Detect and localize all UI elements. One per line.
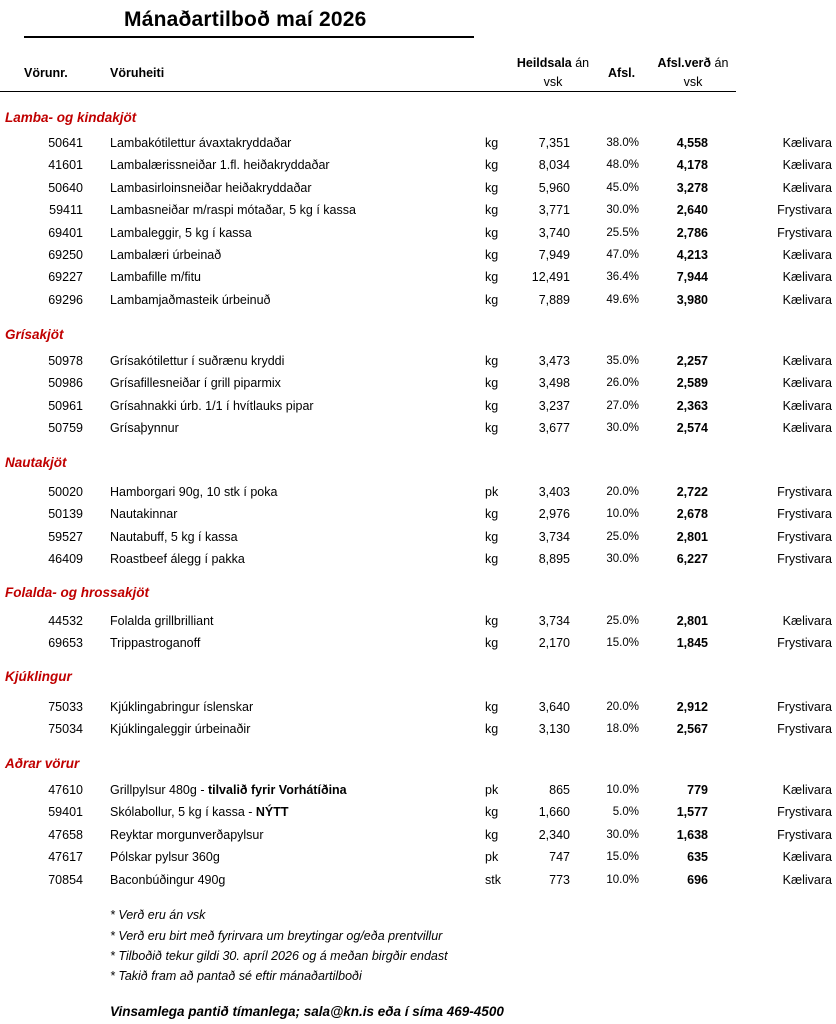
product-number: 47658: [48, 827, 83, 842]
product-name: [110, 266, 201, 288]
contact-line: Vinsamlega pantið tímanlega; sala@kn.is eða í síma 469-4500: [110, 1004, 504, 1019]
table-row: [0, 350, 836, 372]
product-name-text: Folalda grillbrilliant: [110, 614, 214, 628]
product-name: [110, 503, 177, 525]
category-heading: Lamba- og kindakjöt: [5, 110, 137, 125]
discount: 26.0%: [606, 377, 639, 390]
product-number: 47617: [48, 850, 83, 865]
storage-type: Kælivara: [782, 248, 832, 262]
product-name-text: Lambasneiðar m/raspi mótaðar, 5 kg í kassa: [110, 203, 356, 218]
product-name-text: Grísafillesneiðar í grill piparmix: [110, 376, 281, 391]
wholesale-price: 3,771: [538, 203, 570, 218]
table-row: [0, 222, 836, 244]
product-number: 59401: [48, 805, 83, 820]
product-name: [110, 244, 221, 266]
table-row: [0, 779, 836, 801]
product-number: 50139: [48, 507, 83, 522]
category-heading: Folalda- og hrossakjöt: [5, 585, 150, 600]
product-name: [110, 779, 347, 801]
product-name-text: Skólabollur, 5 kg í kassa -: [110, 805, 256, 820]
product-name-highlight: NÝTT: [255, 805, 289, 820]
header-wholesale-suffix: án: [571, 56, 590, 70]
wholesale-price: 3,640: [538, 700, 570, 714]
storage-type: Kælivara: [782, 180, 832, 195]
product-number: 46409: [48, 552, 83, 567]
unit: kg: [485, 180, 499, 195]
unit: kg: [485, 203, 499, 218]
product-name-text: Lambalærissneiðar 1.fl. heiðakryddaðar: [110, 158, 330, 173]
product-name-text: Lambasirloinsneiðar heiðakryddaðar: [110, 180, 312, 195]
product-name-text: Grísahnakki úrb. 1/1 í hvítlauks pipar: [110, 398, 314, 413]
product-number: 69653: [48, 636, 83, 651]
product-number: 50978: [48, 354, 83, 368]
note-line: * Verð eru birt með fyrirvara um breytingar og/eða prentvillur: [110, 929, 443, 943]
unit: kg: [485, 636, 499, 651]
wholesale-price: 1,660: [538, 805, 570, 820]
wholesale-price: 7,889: [538, 292, 570, 307]
header-product-name: Vöruheiti: [110, 66, 165, 80]
wholesale-price: 773: [549, 872, 570, 887]
product-name-text: Grillpylsur 480g -: [110, 783, 208, 797]
discounted-price: 696: [687, 872, 708, 887]
note-line: * Takið fram að pantað sé eftir mánaðartilboði: [110, 969, 362, 983]
product-name-text: Lambamjaðmasteik úrbeinuð: [110, 292, 271, 307]
table-row: [0, 503, 836, 525]
discount: 20.0%: [606, 701, 639, 713]
storage-type: Kælivara: [782, 421, 832, 436]
discount: 48.0%: [606, 159, 639, 172]
storage-type: Kælivara: [782, 398, 832, 413]
discount: 25.0%: [606, 615, 639, 627]
table-row: [0, 548, 836, 570]
wholesale-price: 3,498: [538, 376, 570, 391]
unit: kg: [485, 248, 499, 262]
product-number: 50961: [48, 398, 83, 413]
wholesale-price: 3,734: [538, 529, 570, 544]
table-row: [0, 696, 836, 718]
unit: kg: [485, 292, 499, 307]
product-name: [110, 132, 291, 154]
title-underline: [24, 36, 474, 38]
unit: kg: [485, 136, 499, 150]
header-wholesale-vat: vsk: [543, 75, 563, 89]
product-name: [110, 372, 281, 394]
product-name: [110, 718, 250, 740]
product-name-text: Trippastroganoff: [110, 636, 201, 651]
product-name-text: Lambakótilettur ávaxtakryddaðar: [110, 136, 292, 150]
header-product-number: Vörunr.: [24, 66, 68, 80]
storage-type: Kælivara: [782, 270, 832, 285]
discount: 10.0%: [606, 784, 639, 796]
discounted-price: 3,980: [676, 292, 708, 307]
product-name-text: Grísakótilettur í suðrænu kryddi: [110, 354, 285, 368]
product-name-highlight: tilvalið fyrir Vorhátíðina: [207, 783, 347, 797]
discount: 36.4%: [606, 271, 639, 284]
product-number: 47610: [48, 783, 83, 797]
unit: kg: [485, 700, 499, 714]
discount: 10.0%: [606, 873, 639, 886]
table-row: [0, 177, 836, 199]
discounted-price: 2,912: [676, 700, 708, 714]
unit: kg: [485, 158, 499, 173]
discount: 18.0%: [606, 723, 639, 736]
unit: kg: [485, 398, 499, 413]
discounted-price: 7,944: [676, 270, 708, 285]
product-name: [110, 869, 225, 891]
discount: 30.0%: [606, 204, 639, 217]
storage-type: Frystivara: [777, 722, 832, 737]
unit: stk: [485, 872, 501, 887]
storage-type: Frystivara: [777, 203, 832, 218]
table-row: [0, 481, 836, 503]
table-row: [0, 395, 836, 417]
storage-type: Frystivara: [777, 552, 832, 567]
discounted-price: 1,638: [676, 827, 708, 842]
product-number: 50020: [48, 485, 83, 499]
storage-type: Kælivara: [782, 292, 832, 307]
product-name: [110, 417, 179, 439]
product-number: 69401: [48, 225, 83, 240]
discount: 5.0%: [612, 806, 639, 819]
product-name: [110, 824, 264, 846]
wholesale-price: 3,403: [538, 485, 570, 499]
product-name: [110, 632, 200, 654]
storage-type: Kælivara: [782, 783, 832, 797]
product-name: [110, 154, 330, 176]
product-name-text: Roastbeef álegg í pakka: [110, 552, 245, 567]
discounted-price: 2,640: [676, 203, 708, 218]
product-number: 50986: [48, 376, 83, 391]
wholesale-price: 7,351: [538, 136, 570, 150]
storage-type: Frystivara: [777, 225, 832, 240]
product-number: 44532: [48, 614, 83, 628]
header-wholesale-price: [505, 54, 601, 92]
product-name: [110, 696, 253, 718]
category-heading: Nautakjöt: [5, 455, 67, 470]
table-row: [0, 801, 836, 823]
unit: pk: [485, 850, 499, 865]
discount: 10.0%: [606, 508, 639, 521]
product-number: 50640: [48, 180, 83, 195]
wholesale-price: 8,034: [538, 158, 570, 173]
product-number: 75033: [48, 700, 83, 714]
wholesale-price: 3,677: [538, 421, 570, 436]
storage-type: Frystivara: [777, 827, 832, 842]
table-row: [0, 824, 836, 846]
product-name-text: Lambafille m/fitu: [110, 270, 202, 285]
discounted-price: 2,801: [676, 529, 708, 544]
storage-type: Kælivara: [782, 376, 832, 391]
product-name-text: Hamborgari 90g, 10 stk í poka: [110, 485, 278, 499]
unit: kg: [485, 421, 499, 436]
storage-type: Frystivara: [777, 485, 832, 499]
page-title: Mánaðartilboð maí 2026: [124, 8, 367, 31]
product-name: [110, 289, 271, 311]
unit: kg: [485, 722, 499, 737]
product-name-text: Grísaþynnur: [110, 421, 179, 436]
discount: 15.0%: [606, 851, 639, 864]
product-number: 50759: [48, 421, 83, 436]
product-name-text: Nautabuff, 5 kg í kassa: [110, 529, 238, 544]
wholesale-price: 747: [549, 850, 570, 865]
wholesale-price: 2,340: [538, 827, 570, 842]
unit: kg: [485, 354, 499, 368]
table-row: [0, 846, 836, 868]
header-discounted-vat: vsk: [683, 75, 703, 89]
header-discounted-label: Afsl.verð: [657, 56, 712, 70]
discount: 49.6%: [606, 293, 639, 306]
wholesale-price: 3,237: [538, 398, 570, 413]
wholesale-price: 12,491: [531, 270, 570, 285]
product-name-text: Reyktar morgunverðapylsur: [110, 827, 264, 842]
discount: 45.0%: [606, 181, 639, 194]
product-name: [110, 395, 314, 417]
storage-type: Kælivara: [782, 872, 832, 887]
discounted-price: 2,589: [676, 376, 708, 391]
storage-type: Frystivara: [777, 529, 832, 544]
wholesale-price: 3,473: [538, 354, 570, 368]
discounted-price: 635: [687, 850, 708, 865]
discounted-price: 6,227: [676, 552, 708, 567]
discount: 15.0%: [606, 637, 639, 650]
product-name: [110, 548, 245, 570]
header-discounted-price: [648, 54, 738, 92]
table-row: [0, 610, 836, 632]
unit: kg: [485, 507, 499, 522]
storage-type: Frystivara: [777, 636, 832, 651]
product-name-text: Lambaleggir, 5 kg í kassa: [110, 225, 252, 240]
category-heading: Aðrar vörur: [5, 756, 80, 771]
discount: 30.0%: [606, 422, 639, 435]
table-row: [0, 632, 836, 654]
wholesale-price: 8,895: [538, 552, 570, 567]
product-name-text: Baconbúðingur 490g: [110, 872, 226, 887]
product-name-text: Kjúklingaleggir úrbeinaðir: [110, 722, 251, 737]
wholesale-price: 3,130: [538, 722, 570, 737]
unit: kg: [485, 614, 499, 628]
wholesale-price: 3,740: [538, 225, 570, 240]
discounted-price: 4,178: [676, 158, 708, 173]
discounted-price: 2,257: [676, 354, 708, 368]
discounted-price: 2,567: [676, 722, 708, 737]
discounted-price: 1,577: [676, 805, 708, 820]
discounted-price: 2,574: [676, 421, 708, 436]
storage-type: Kælivara: [782, 614, 832, 628]
storage-type: Kælivara: [782, 158, 832, 173]
unit: kg: [485, 270, 499, 285]
wholesale-price: 865: [549, 783, 570, 797]
table-row: [0, 199, 836, 221]
unit: kg: [485, 529, 499, 544]
wholesale-price: 3,734: [538, 614, 570, 628]
discount: 47.0%: [606, 249, 639, 261]
discount: 25.0%: [606, 530, 639, 543]
discounted-price: 2,678: [676, 507, 708, 522]
table-row: [0, 289, 836, 311]
product-name: [110, 526, 238, 548]
product-name: [110, 846, 220, 868]
product-number: 59527: [48, 529, 83, 544]
unit: kg: [485, 827, 499, 842]
discount: 38.0%: [606, 137, 639, 149]
product-name-text: Nautakinnar: [110, 507, 178, 522]
table-row: [0, 417, 836, 439]
discounted-price: 4,558: [676, 136, 708, 150]
product-name-text: Kjúklingabringur íslenskar: [110, 700, 254, 714]
table-row: [0, 132, 836, 154]
table-row: [0, 526, 836, 548]
wholesale-price: 2,170: [538, 636, 570, 651]
discounted-price: 2,786: [676, 225, 708, 240]
discount: 25.5%: [606, 226, 639, 239]
storage-type: Frystivara: [777, 805, 832, 820]
header-discount: Afsl.: [608, 66, 636, 80]
discount: 30.0%: [606, 828, 639, 841]
unit: kg: [485, 552, 499, 567]
discount: 27.0%: [606, 399, 639, 412]
product-number: 69250: [48, 248, 83, 262]
discounted-price: 3,278: [676, 180, 708, 195]
unit: kg: [485, 225, 499, 240]
storage-type: Frystivara: [777, 700, 832, 714]
category-heading: Grísakjöt: [5, 327, 64, 342]
product-number: 59411: [49, 203, 83, 218]
storage-type: Kælivara: [782, 354, 832, 368]
discounted-price: 2,363: [676, 398, 708, 413]
product-name: [110, 610, 214, 632]
product-name: [110, 199, 356, 221]
category-heading: Kjúklingur: [5, 669, 72, 684]
table-row: [0, 718, 836, 740]
discount: 20.0%: [606, 486, 639, 498]
product-number: 69227: [48, 270, 83, 285]
product-name: [110, 222, 252, 244]
product-name: [110, 481, 277, 503]
unit: kg: [485, 805, 499, 820]
unit: kg: [485, 376, 499, 391]
product-name-text: Pólskar pylsur 360g: [110, 850, 220, 865]
discounted-price: 2,722: [676, 485, 708, 499]
table-row: [0, 154, 836, 176]
discounted-price: 2,801: [676, 614, 708, 628]
wholesale-price: 7,949: [538, 248, 570, 262]
product-name: [110, 801, 289, 823]
storage-type: Kælivara: [782, 136, 832, 150]
product-name: [110, 350, 284, 372]
discounted-price: 1,845: [676, 636, 708, 651]
wholesale-price: 2,976: [538, 507, 570, 522]
product-number: 41601: [48, 158, 83, 173]
product-number: 50641: [48, 136, 83, 150]
discount: 30.0%: [606, 553, 639, 566]
product-number: 69296: [48, 292, 83, 307]
product-name: [110, 177, 312, 199]
header-rule: [0, 91, 736, 92]
wholesale-price: 5,960: [538, 180, 570, 195]
note-line: * Tilboðið tekur gildi 30. apríl 2026 og á meðan birgðir endast: [110, 949, 448, 963]
product-number: 75034: [48, 722, 83, 737]
table-row: [0, 244, 836, 266]
storage-type: Frystivara: [777, 507, 832, 522]
header-discounted-suffix: án: [711, 56, 729, 70]
table-row: [0, 266, 836, 288]
table-row: [0, 869, 836, 891]
discounted-price: 4,213: [676, 248, 708, 262]
unit: pk: [485, 485, 499, 499]
note-line: * Verð eru án vsk: [110, 908, 206, 922]
discounted-price: 779: [687, 783, 708, 797]
product-name-text: Lambalæri úrbeinað: [110, 248, 222, 262]
table-row: [0, 372, 836, 394]
product-number: 70854: [48, 872, 83, 887]
header-wholesale-label: Heildsala: [516, 56, 572, 70]
unit: pk: [485, 783, 499, 797]
discount: 35.0%: [606, 355, 639, 367]
storage-type: Kælivara: [782, 850, 832, 865]
